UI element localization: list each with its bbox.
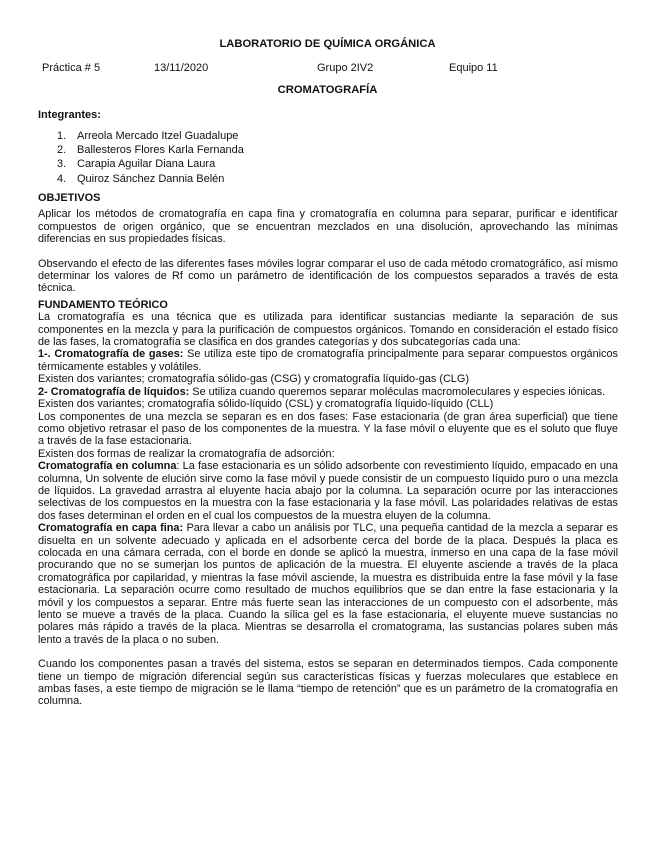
adsorption-paragraph: Existen dos formas de realizar la cromatografía de adsorción:	[38, 447, 335, 460]
members-list	[57, 129, 244, 186]
objectives-paragraph-1: Aplicar los métodos de cromatografía en capa fina y cromatografía en columna para separar, purificar e identificar compuestos de origen orgánico, que se encuentran mezclados en una disolución, aprovechando las mínimas diferencias en sus propiedades físicas.	[38, 208, 618, 246]
list-item: 3. Carapia Aguilar Diana Laura	[57, 158, 216, 171]
group-label: Grupo 2IV2	[317, 62, 374, 74]
retention-time-paragraph: Cuando los componentes pasan a través del sistema, estos se separan en determinados tiempos. Cada componente tiene un tiempo de migración diferencial según sus características físicas y fuerzas moleculares que establece en ambas fases, a este tiempo de migración se le llama “tiempo de retención” que es un parámetro de la cromatografía en columna.	[38, 658, 618, 708]
document-subtitle: CROMATOGRAFÍA	[277, 84, 378, 96]
objectives-paragraph-2: Observando el efecto de las diferentes fases móviles lograr comparar el uso de cada método cromatográfico, así mismo determinar los valores de Rf como un parámetro de identificación de los compuestos separados a través de esta técnica.	[38, 257, 618, 295]
gas-chromatography-label: 1-. Cromatografía de gases:	[38, 348, 184, 361]
liquid-chromatography-label: 2- Cromatografía de líquidos:	[38, 385, 190, 398]
document-body	[38, 192, 618, 708]
thin-layer-chromatography-paragraph: Cromatografía en capa fina: Para llevar a cabo un análisis por TLC, una pequeña cantidad de la mezcla a separar es disuelta en un solvente adecuado y aplicada en el adsorbente cerca del borde de la placa. Después la placa es colocada en una cámara cerrada, con el borde en donde se aplicó la muestra, inmerso en una capa de la fase móvil procurando que no se sumerjan los puntos de aplicación de la muestra. El eluyente asciende a través de la placa cromatográfica por capilaridad, y mientras la fase móvil asciende, la muestra es distribuida entre la fase móvil y la fase estacionaria. La separación ocurre como resultado de muchos equilibrios que se dan entre la fase estacionaria y la móvil y los compuestos a separar. Entre más fuerte sean las interacciones de un compuesto con el adsorbente, más lento se mueve a través de la placa. Cuando la sílica gel es la fase estacionaria, el eluyente mueve sustancias no polares más rápido a través de la placa. Mientras se desarrolla el cromatograma, las sustancias polares suben más lento a través de la placa o no suben.	[38, 522, 618, 646]
member-name: Arreola Mercado Itzel Guadalupe	[77, 130, 239, 142]
practice-number: Práctica # 5	[42, 62, 101, 74]
phases-paragraph: Los componentes de una mezcla se separan es en dos fases: Fase estacionaria (de gran área superficial) que tiene como objetivo retrasar el paso de los componentes de la muestra. Y la fase móvil o eluyente que es el soluto que fluye a través de la fase estacionaria.	[38, 410, 618, 448]
objectives-heading: OBJETIVOS	[38, 192, 101, 204]
theory-heading: FUNDAMENTO TEÓRICO	[38, 298, 168, 311]
gas-variants: Existen dos variantes; cromatografía sólido-gas (CSG) y cromatografía líquido-gas (CLG)	[38, 373, 469, 386]
column-chromatography-paragraph: Cromatografía en columna: La fase estacionaria es un sólido adsorbente con revestimiento líquido, empacado en una columna, Un solvente de elución sirve como la fase móvil y puede consistir de un compuesto líquido puro o una mezcla de líquidos. La gravedad arrastra al eluyente hacia abajo por la columna. La separación ocurre por las interacciones selectivas de los compuestos en la muestra con la fase estacionaria y la fase móvil. Las polaridades relativas de estas dos fases determinan el orden en el cual los compuestos de la muestra eluyen de la columna.	[38, 460, 618, 522]
list-item: 4. Quiroz Sánchez Dannia Belén	[57, 172, 225, 185]
member-name: Quiroz Sánchez Dannia Belén	[77, 172, 225, 185]
column-chromatography-label: Cromatografía en columna	[38, 460, 177, 473]
gas-chromatography-paragraph: 1-. Cromatografía de gases: Se utiliza este tipo de cromatografía principalmente para separar compuestos orgánicos térmicamente estables y volátiles.	[38, 348, 618, 373]
list-item: 1. Arreola Mercado Itzel Guadalupe	[57, 130, 239, 142]
team-label: Equipo 11	[449, 62, 498, 74]
member-name: Ballesteros Flores Karla Fernanda	[77, 144, 244, 157]
thin-layer-chromatography-label: Cromatografía en capa fina:	[38, 522, 184, 535]
theory-intro: La cromatografía es una técnica que es utilizada para identificar sustancias mediante la separación de sus componentes en la mezcla y para la purificación de compuestos orgánicos. Tomando en consideración el estado físico de las fases, la cromatografía se clasifica en dos grandes categorías y dos subcategorías cada una:	[38, 311, 618, 349]
member-name: Carapia Aguilar Diana Laura	[77, 158, 216, 171]
liquid-variants: Existen dos variantes; cromatografía sólido-líquido (CSL) y cromatografía líquido-líquido (CLL)	[38, 398, 494, 411]
liquid-chromatography-paragraph: 2- Cromatografía de líquidos: Se utiliza cuando queremos separar moléculas macromoleculares y especies iónicas.	[38, 385, 606, 398]
list-item: 2. Ballesteros Flores Karla Fernanda	[57, 144, 244, 157]
practice-date: 13/11/2020	[154, 62, 209, 74]
members-heading: Integrantes:	[38, 109, 101, 121]
document-title: LABORATORIO DE QUÍMICA ORGÁNICA	[219, 38, 436, 50]
